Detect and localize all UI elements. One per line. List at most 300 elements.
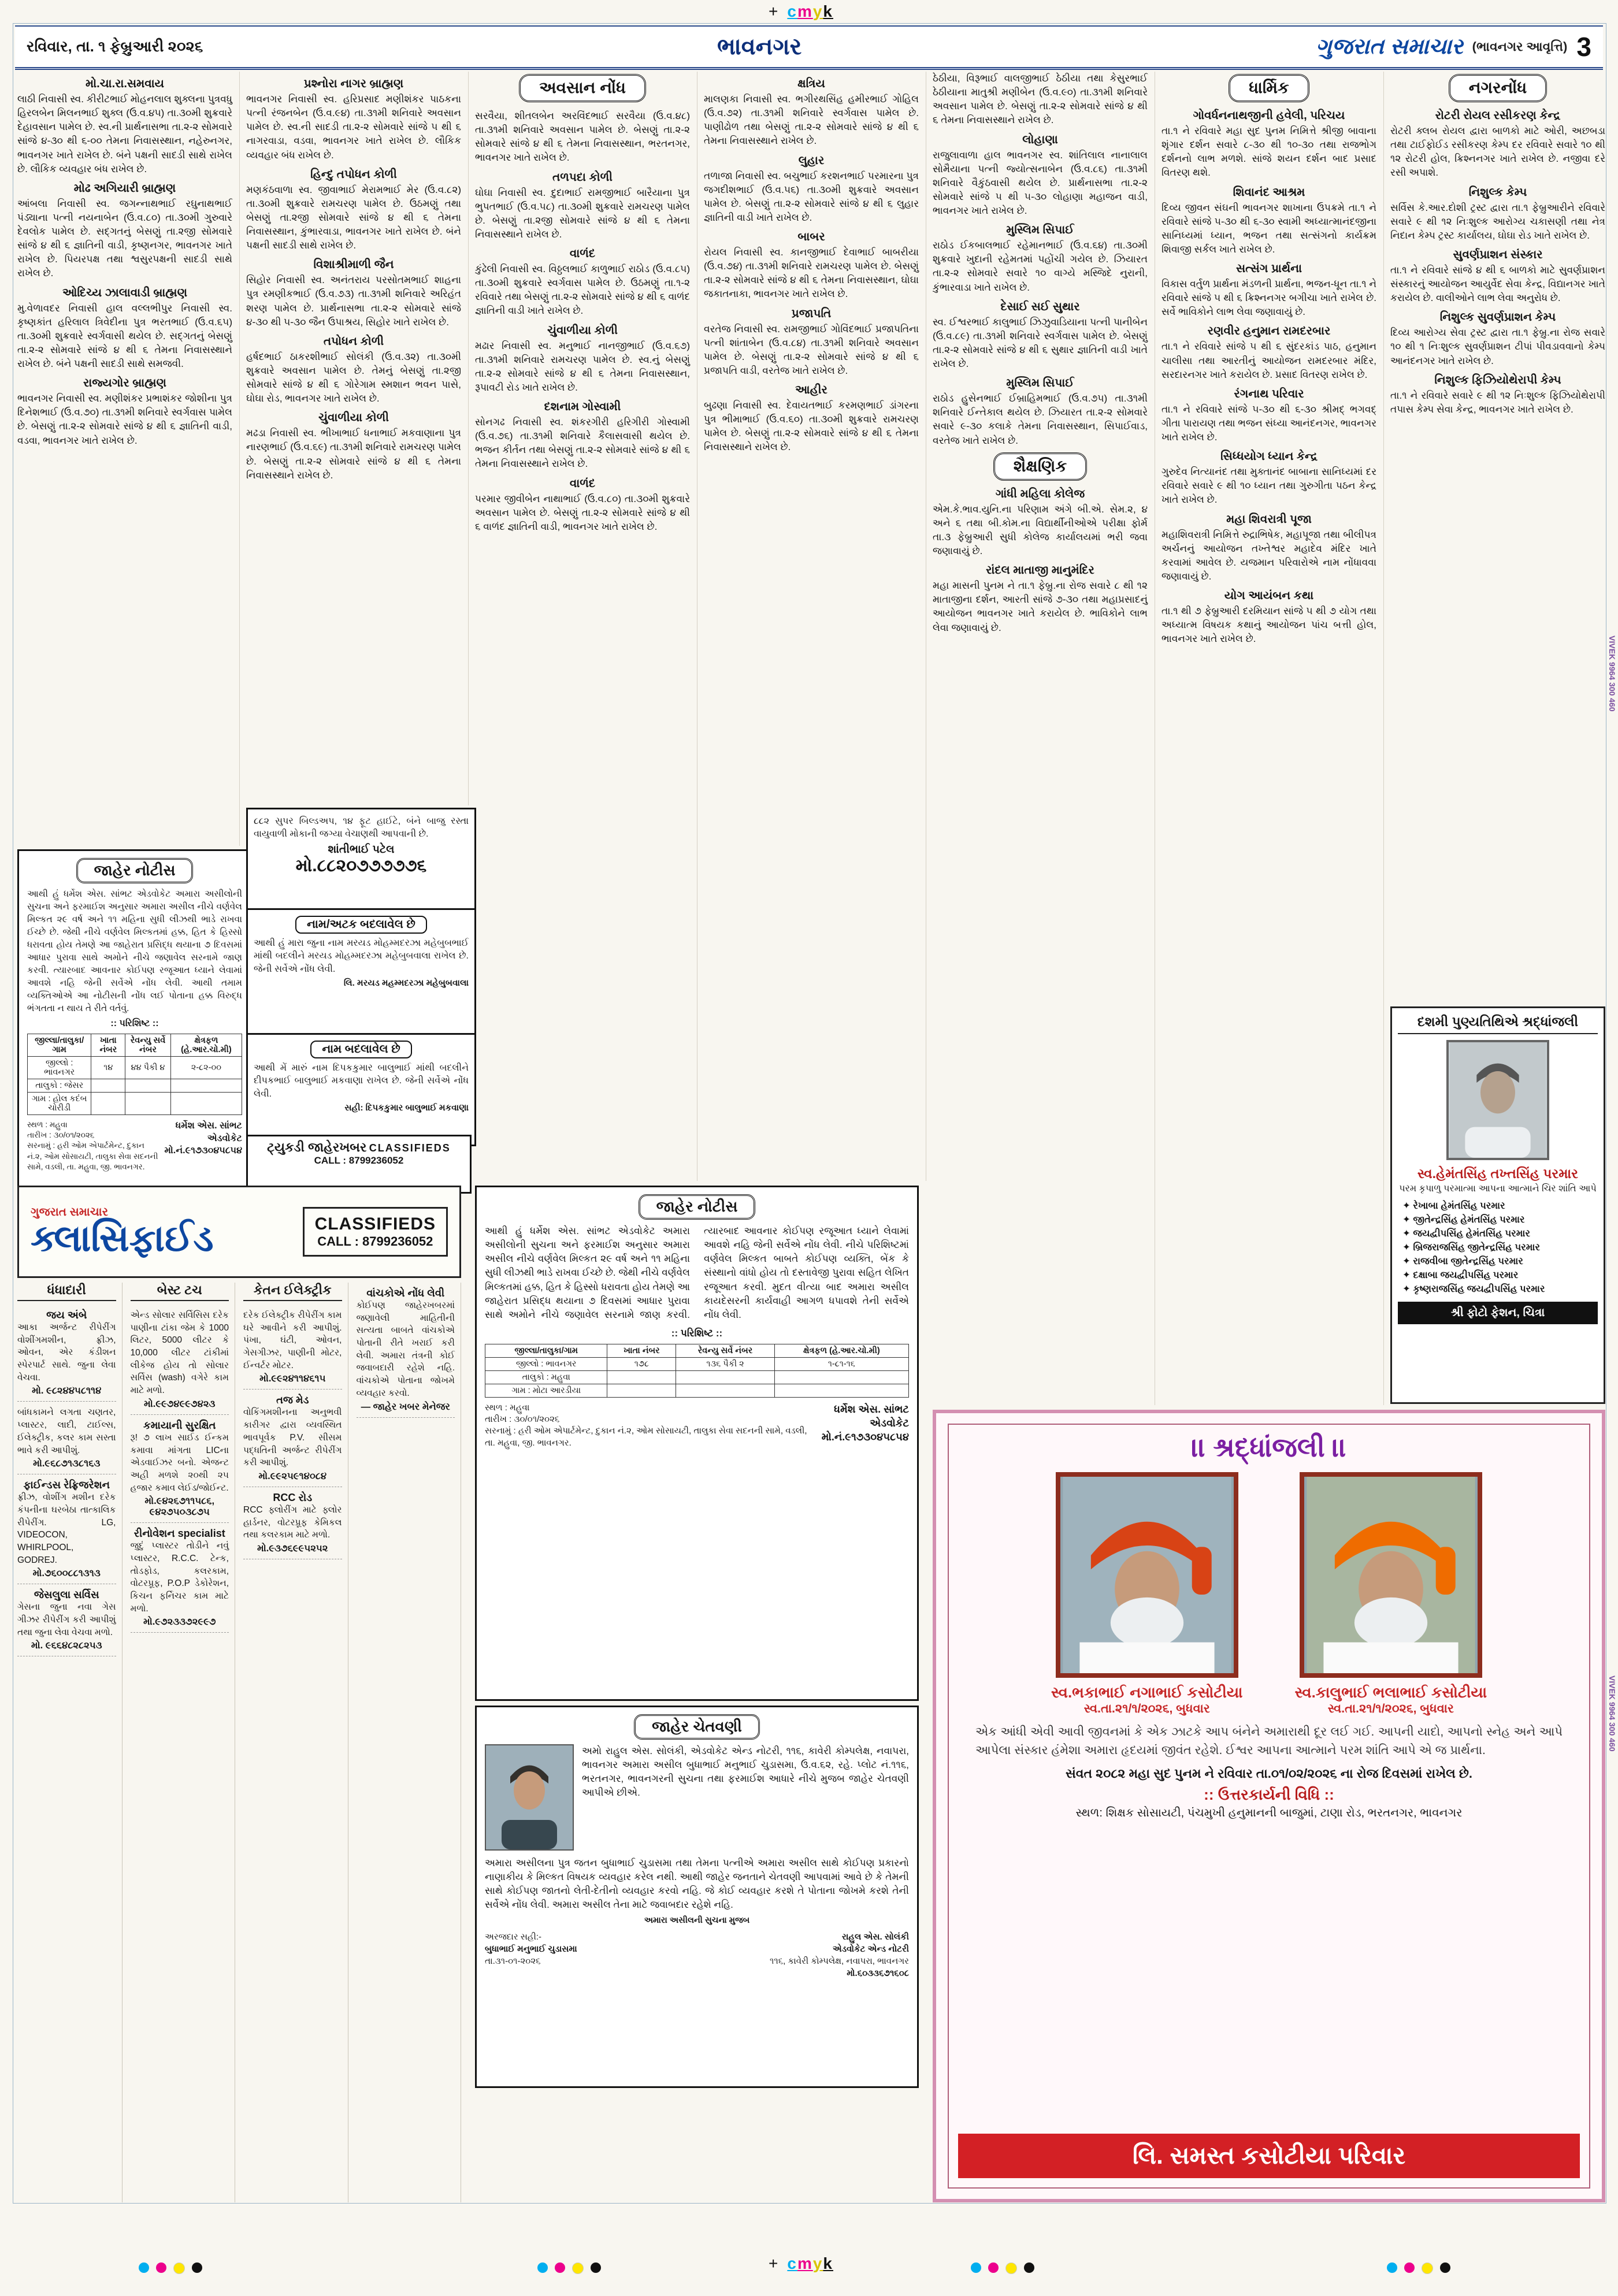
article (933, 377, 1148, 448)
memorial-name-2: સ્વ.કાલુભાઈ ભલાભાઈ કસોટીયા (1294, 1684, 1487, 1701)
classified-ad-phone: — જાહેર ખબર મેનેજર (361, 1401, 450, 1412)
notice-signature (822, 1402, 909, 1449)
news-column-1 (17, 72, 240, 846)
public-warning (475, 1706, 919, 2088)
public-notice-2-body: આથી હું ધર્મેશ એસ. સાંભટ એડવોકેટ અમારા અસીલોની સુચના અને ફરમાઈશ અનુસાર અમારા અસીલ નીચે વર્ણવેલ મિલ્કત ૨૯ વર્ષ અને ૧૧ મહિના સુધી લીઝથી ભાડે રાખવા ઈચ્છે છે. જેથી નીચે વર્ણવેલ મિલ્કતમાં હક્ક, હિત કે હિસ્સો ધરાવતા હોય તેમણે આ જાહેરાત પ્રસિદ્ધ થયાના ૭ દિવસમાં આધાર પુરાવા સાથે અમોને નીચે જણાવેલ સરનામે જાણ કરવી. ત્યારબાદ આવનાર કોઈપણ રજૂઆત ધ્યાને લેવામાં આવશે નહિ જેની સર્વેએ નોંધ લેવી. નીચે પરિશિષ્ટમાં વર્ણવેલ મિલ્કત બાબતે કોઈપણ વ્યક્તિ, બેંક કે સંસ્થાનો વાંધો હોય તો દસ્તાવેજી પુરાવા સહિત લેખિત રજૂઆત કરવી. મુદત વીત્યા બાદ અમારા અસીલ કાયદેસરની કાર્યવાહી આગળ ધપાવશે તેની સર્વેએ નોંધ લેવી. (485, 1225, 909, 1320)
article (475, 400, 690, 471)
article-heading: ચુંવાળીયા કોળી (547, 324, 618, 337)
classified-ad (17, 1305, 116, 1402)
article-body: માલણકા નિવાસી સ્વ. ભગીરથસિંહ હમીરભાઈ ગોહિલ (ઉ.વ.૭૨) તા.૩૧મી શનિવારે સ્વર્ગવાસ પામેલ છે. પાણીઢોળ તથા બેસણું તા.૨-૨ સોમવારે સાંજે ૪ થી ૬ તેમના નિવાસસ્થાને રાખેલ છે. (704, 94, 919, 147)
classified-column (357, 1283, 462, 2202)
classified-column-heading: બેસ્ટ ટચ (131, 1283, 229, 1301)
applicant-signature (485, 1931, 577, 1979)
article (1390, 248, 1605, 305)
portrait-icon (486, 1745, 573, 1849)
article-body: સર્વિસ કે.આર.દોશી ટ્રસ્ટ દ્વારા તા.૧ ફેબ્રુઆરીને રવિવારે સવારે ૯ થી ૧૨ નિઃશુલ્ક આરોગ્ય ચકાસણી તથા નેત્ર નિદાન કેમ્પ ટ્રસ્ટ કાર્યાલય, ઘોઘા રોડ ખાતે રાખેલ છે. (1390, 202, 1605, 241)
article-body: તા.૧ ને રવિવારે સાંજે ૫-૩૦ થી ૬-૩૦ શ્રીમદ્ ભગવદ્ ગીતા પારાયણ તથા ભજન સંધ્યા આનંદનગર, ભાવનગર ખાતે રાખેલ છે. (1161, 403, 1376, 443)
applicant-name: બુધાભાઈ મનુભાઈ ચુડાસમા (485, 1944, 577, 1954)
name-change-1-title: નામ/અટક બદલાવેલ છે (295, 916, 427, 934)
article-body: મહાશિવરાત્રી નિમિત્તે રુદ્રાભિષેક, મહાપૂજા તથા બીલીપત્ર અર્ચનનું આયોજન તખ્તેશ્વર મહાદેવ મંદિર ખાતે કરવામાં આવેલ છે. યજમાન પરિવારોએ નામ નોંધાવવા જણાવાયું છે. (1161, 529, 1376, 582)
classified-ad-phone: મો.૯૩૭૬૯૯૫૨૫૨ (257, 1543, 328, 1554)
advocate-address: ૧૧૬, કાવેરી કોમ્પલેક્ષ, નવાપરા, ભાવનગર (770, 1956, 909, 1966)
advocate-phone: મો.૬૦૩૩૬૭૧૬૦૮ (847, 1968, 909, 1978)
notice-table-cell: ગામ : હોલ કદંબ ચોરીડી (28, 1093, 91, 1115)
yellow-dot-icon (572, 2262, 584, 2274)
article (246, 168, 461, 253)
article (1390, 311, 1605, 367)
memorial-photo-1 (1056, 1472, 1238, 1678)
classified-ad-body: RCC ફ્લોરીંગ માટે ફ્લોર હાર્ડનર, વોટરપ્રૂફ કેમિકલ તથા કલરકામ માટે મળો. (243, 1504, 342, 1540)
classified-ad-title: રીનોવેશન specialist (133, 1528, 225, 1540)
memorial-person-1 (1051, 1472, 1243, 1716)
article (1161, 513, 1376, 584)
classified-ad-phone: મો.૯૬૮૭૧૩૮૧૬૩ (33, 1458, 101, 1469)
classifieds-grid (17, 1283, 461, 2202)
classified-ad-body: એન્ડ સોલાર સર્વિસિસ દરેક પાણીના ટાંકા જેમ કે 1000 લિટર, 5000 લીટર કે 10,000 લીટર ટાંકીમાં લીકેજ હોય તો સોલાર સર્વિસ (wash) વગેરે કામ માટે મળો. (130, 1310, 229, 1396)
notice-table-header-row (28, 1034, 242, 1057)
warning-date: તા.૩૧-૦૧-૨૦૨૬ (485, 1956, 541, 1966)
article (17, 182, 232, 281)
classified-ad-title: RCC રોડ (273, 1491, 313, 1503)
article-heading: વાળંદ (569, 477, 596, 490)
classifieds-wordmark: ક્લાસિફાઈડ (31, 1217, 214, 1259)
page-number: 3 (1576, 32, 1591, 62)
public-notice-1-table (27, 1034, 242, 1115)
article-body: મહા માસની પુનમ ને તા.૧ ફેબ્રુ.ના રોજ સવારે ૮ થી ૧૨ માતાજીના દર્શન, આરતી સાંજે ૭-૩૦ તથા મહાપ્રસાદનું આયોજન ભાવનગર ખાતે કરાયેલ છે. ભાવિકોને લાભ લેવા જણાવાયું છે. (933, 580, 1148, 633)
article-body: તા.૧ ને રવિવારે સાંજે ૫ થી ૬ સુંદરકાંડ પાઠ, હનુમાન ચાલીસા તથા આરતીનું આયોજન રામદરબાર મંદિર, સરદારનગર ખાતે કરાયેલ છે. પ્રસાદ વિતરણ રાખેલ છે. (1161, 341, 1376, 380)
article-body: દિવ્ય આરોગ્ય સેવા ટ્રસ્ટ દ્વારા તા.૧ ફેબ્રુ.ના રોજ સવારે ૧૦ થી ૧ નિઃશુલ્ક સુવર્ણપ્રાશન ટીપાં પીવડાવવાનો કેમ્પ આનંદનગર ખાતે રાખેલ છે. (1390, 327, 1605, 366)
memorial-ritual-heading: :: ઉત્તરકાર્યની વિધિ :: (1204, 1786, 1334, 1803)
article-body: સિહોર નિવાસી સ્વ. અનંતરાય પરસોતમભાઈ શાહના પુત્ર રમણીકભાઈ (ઉ.વ.૭૩) તા.૩૧મી શનિવારે અરિહંત શરણ પામેલ છે. પ્રાર્થનાસભા તા.૨-૨ સોમવારે સાંજે ૪-૩૦ થી ૫-૩૦ જૈન ઉપાશ્રય, સિહોર ખાતે રાખેલ છે. (246, 274, 461, 328)
article (17, 377, 232, 448)
property-ad (246, 808, 476, 920)
article-heading: પ્રશ્નોરા નાગર બ્રાહ્મણ (303, 77, 404, 90)
parishisht-heading: :: પરિશિષ્ટ :: (110, 1019, 159, 1028)
classifieds-brand: ગુજરાત સમાચાર (31, 1205, 109, 1218)
article-body: સરવૈયા, શીતલબેન અરવિંદભાઈ સરવૈયા (ઉ.વ.૪૮) તા.૩૧મી શનિવારે અવસાન પામેલ છે. બેસણું તા.૨-૨ સોમવારે સાંજે ૪ થી ૬ તેમના નિવાસસ્થાન, ભરતનગર, ભાવનગર ખાતે રાખેલ છે. (475, 110, 690, 164)
memorial-name-1: સ્વ.ભકાભાઈ નગાભાઈ કસોટીયા (1051, 1684, 1243, 1701)
classified-ad (131, 1415, 229, 1523)
memorial-inner-frame (948, 1424, 1590, 2189)
name-change-2-body: આથી મેં મારું નામ દિપકકુમાર બાલુભાઈ માંથી બદલીને દીપકભાઈ બાલુભાઈ મકવાણા રાખેલ છે. જેની સર્વેએ નોંધ લેવી. (254, 1063, 469, 1099)
public-notice-1-title: જાહેર નોટીસ (76, 858, 194, 883)
classifieds-brand-group (31, 1206, 214, 1258)
article-body: એમ.કે.ભાવ.યુનિ.ના પરિણામ અંગે બી.એ. સેમ.૨, ૪ અને ૬ તથા બી.કોમ.ના વિદ્યાર્થીનીઓએ પરીક્ષા ફોર્મ તા.૩ ફેબ્રુઆરી સુધી કોલેજ કાર્યાલયમાં ભરી જવા જણાવાયું છે. (933, 503, 1148, 556)
classifieds-masthead (17, 1186, 461, 1278)
classified-ad-body: જુદું પ્લાસ્ટર તોડીને નવું પ્લાસ્ટર, R.C.C. ટેન્ક, તોડફોડ, કલરકામ, વોટરપ્રૂફ, P.O.P ડેકોરેશન, કિચન ફર્નિચર કામ માટે મળો. (130, 1541, 229, 1614)
public-warning-title: જાહેર ચેતવણી (634, 1714, 760, 1740)
notice-table-header: જીલ્લા/તાલુકા/ગામ (485, 1344, 607, 1357)
public-warning-top (485, 1744, 909, 1851)
article-heading: લુહાર (798, 154, 825, 167)
registration-dots (1387, 2262, 1450, 2274)
section-header-label: શૈક્ષણિક (993, 452, 1087, 481)
classified-ad-phone: મો.૯૯૨૫૯૧૪૦૮૪ (258, 1470, 327, 1481)
article-heading: તપોધન કોળી (323, 335, 384, 348)
notice-table-cell: ગામ : મોટા આરડીયા (485, 1384, 607, 1397)
notice-table-cell: ૧-૮૧-૧૬ (774, 1357, 908, 1370)
public-notice-1 (17, 849, 252, 1199)
notice-table-cell (91, 1093, 125, 1115)
tribute-photo (1446, 1040, 1549, 1160)
name-change-notice-1 (246, 908, 476, 1045)
article (17, 287, 232, 371)
family-member: ✦ રાજવીબા જીતેન્દ્રસિંહ પરમાર (1402, 1256, 1523, 1266)
classified-ad (357, 1283, 455, 1418)
public-warning-body: અમારા અસીલના પુત્ર જતન બુધાભાઈ ચુડાસમા તથા તેમના પત્નીએ અમારા અસીલ સાથે કોઈપણ પ્રકારનો નાણાકીય કે મિલ્કત વિષયક વ્યવહાર કરેલ નથી. આથી જાહેર જનતાને ચેતવણી આપવામાં આવે છે કે તેમની સાથે કોઈપણ જાતનો લેતી-દેતીનો વ્યવહાર કરવો નહિ. જે કોઈ વ્યવહાર કરશે તે પોતાના જોખમે કરશે તેની સર્વેએ નોંધ લેવી. અમારા અસીલ તેના માટે જવાબદાર રહેશે નહિ. (485, 1857, 909, 1911)
article (1161, 262, 1376, 319)
article-body: કુંઢેલી નિવાસી સ્વ. વિઠ્ઠલભાઈ કાળુભાઈ રાઠોડ (ઉ.વ.૮૫) તા.૩૦મી શુક્રવારે સ્વર્ગવાસ પામેલ છે. ઉઠમણું તા.૧-૨ રવિવારે તથા બેસણું તા.૨-૨ સોમવારે સાંજે ૪ થી ૬ વાળંદ જ્ઞાતિની વાડી ખાતે રાખેલ છે. (475, 263, 690, 317)
classified-column (243, 1283, 348, 2202)
article-heading: લોહાણા (1022, 133, 1058, 146)
classified-column (131, 1283, 236, 2202)
notice-table-header: ક્ષેત્રફળ (હે.આર.ચો.મી) (170, 1034, 242, 1057)
article-heading: ચુંવાળીયા કોળી (318, 411, 389, 425)
cyan-dot-icon (1387, 2262, 1397, 2273)
memorial-date-1: સ્વ.તા.૨૧/૧/૨૦૨૬, બુધવાર (1083, 1702, 1210, 1715)
article (475, 324, 690, 395)
edition-date: રવિવાર, તા. ૧ ફેબ્રુઆરી ૨૦૨૬ (27, 38, 203, 55)
article-heading: નિશુલ્ક સુવર્ણપ્રાશન કેમ્પ (1439, 311, 1556, 324)
section-header-label: નગરનોંધ (1449, 74, 1547, 102)
notice-table-cell: તાલુકો : જેસર (28, 1079, 91, 1093)
classified-ad-body: આકા અર્જન્ટ રીપેરીંગ વોશીંગમશીન, ફ્રીઝ, ઓવન, એર કંડીશન સ્પેરપાર્ટ સાથે. જુના લેવા વેચવા. (17, 1322, 116, 1383)
notice-table-cell: જીલ્લો : ભાવનગર (28, 1057, 91, 1079)
notice-table-cell: જીલ્લો : ભાવનગર (485, 1357, 607, 1370)
classified-ad (243, 1487, 342, 1559)
article (1161, 450, 1376, 507)
tyukdi-title: ટ્યુકડી જાહેરખબર (267, 1140, 367, 1154)
classified-ad (131, 1523, 229, 1633)
memorial-place: સ્થળ: શિક્ષક સોસાયટી, પંચમુખી હનુમાનની બાજુમાં, ટાણા રોડ, ભરતનગર, ભાવનગર (1075, 1807, 1463, 1819)
public-notice-2-footer (485, 1402, 909, 1449)
article-heading: રંગનાથ પરિવાર (1234, 387, 1304, 400)
notice-meta (485, 1402, 816, 1449)
article-heading: રાંદલ માતાજી માનુમંદિર (986, 564, 1094, 577)
notice-table-cell: ૨-૮૨-૦૦ (170, 1057, 242, 1079)
notice-table-row (485, 1384, 909, 1397)
article-body: પરમાર જીવીબેન નાથાભાઈ (ઉ.વ.૮૦) તા.૩૦મી શુક્રવારે અવસાન પામેલ છે. બેસણું તા.૨-૨ સોમવારે સાંજે ૪ થી ૬ વાળંદ જ્ઞાતિની વાડી, ભાવનગર ખાતે રાખેલ છે. (475, 493, 690, 532)
public-warning-note: અમારા અસીલની સુચના મુજબ (644, 1915, 750, 1925)
article (1390, 109, 1605, 180)
notice-table (27, 1034, 242, 1115)
notice-table-cell (607, 1384, 676, 1397)
classifieds-call-box (303, 1207, 448, 1257)
news-column-7 (1390, 72, 1612, 1002)
article (1161, 589, 1376, 646)
memorial-photos (958, 1472, 1580, 1716)
registration-dots (139, 2262, 202, 2274)
notice-table-row (28, 1079, 242, 1093)
notice-place: સ્થળ : મહુવા (485, 1402, 530, 1413)
article-body: મઢાર નિવાસી સ્વ. મનુભાઈ નાનજીભાઈ (ઉ.વ.૬૭) તા.૩૧મી શનિવારે રામચરણ પામેલ છે. સ્વ.નું બેસણું તા.૨-૨ સોમવારે સાંજે ૪ થી ૬ તેમના નિવાસસ્થાન, રૂપાવટી રોડ ખાતે રાખેલ છે. (475, 340, 690, 393)
section-header (475, 74, 690, 102)
article (704, 307, 919, 378)
classified-ad-phone: મો.૭૬૦૦૮૮૧૩૧૩ (32, 1568, 101, 1579)
classified-ad (243, 1390, 342, 1487)
notice-address: સરનામું : હરી ઓમ એપાર્ટમેન્ટ, દુકાન નં.૨, ઓમ સોસાયટી, તાલુકા સેવા સદનની સામે, વડલી, તા. મહુવા, જી. ભાવનગર. (27, 1141, 158, 1171)
article (704, 384, 919, 455)
article (246, 258, 461, 329)
notice-table (485, 1344, 909, 1398)
memorial-family-band: લિ. સમસ્ત કસોટીયા પરિવાર (958, 2134, 1580, 2178)
article-heading: તળપદા કોળી (552, 170, 613, 184)
classified-ad (131, 1305, 229, 1415)
article (246, 335, 461, 406)
article (475, 109, 690, 165)
memorial-ritual-line: સંવત ૨૦૮૨ મહા સુદ પુનમ ને રવિવાર તા.૦૧/૦૨/૨૦૨૬ ના રોજ દિવસમાં રાખેલ છે. (1065, 1766, 1473, 1781)
family-member: ✦ જયદ્વીપસિંહ હેમંતસિંહ પરમાર (1402, 1228, 1530, 1239)
classified-ad-title: વાંચકોએ નોંધ લેવી (366, 1287, 445, 1299)
article-body: મણકંઠવાળા સ્વ. જીવાભાઈ મેરામભાઈ મેર (ઉ.વ.૮૨) તા.૩૦મી શુક્રવારે રામચરણ પામેલ છે. ઉઠમણું તથા બેસણું તા.૨જી સોમવારે સાંજે ૪ થી ૬ તેમના નિવાસસ્થાન, કુંભારવાડા, ભાવનગર ખાતે રાખેલ છે. બંને પક્ષની સાદડી સાથે રાખેલ છે. (246, 184, 461, 251)
advocate-name: ધર્મેશ એસ. સાંભટ (834, 1403, 909, 1415)
article-heading: બાબર (797, 231, 825, 243)
notice-table-cell: ૧૪ (91, 1057, 125, 1079)
memorial-date-2: સ્વ.તા.૨૧/૧/૨૦૨૬, બુધવાર (1327, 1702, 1454, 1715)
article (1161, 325, 1376, 381)
article-heading: રોટરી રોયલ રસીકરણ કેન્દ્ર (1435, 109, 1561, 122)
notice-signature (165, 1120, 243, 1172)
article-heading: નિશુલ્ક ફિઝિયોથેરાપી કેમ્પ (1434, 373, 1561, 387)
memorial-person-2 (1295, 1472, 1487, 1716)
article (933, 72, 1148, 128)
memorial-ad (933, 1410, 1605, 2202)
advocate-title: એડવોકેટ એન્ડ નોટરી (832, 1944, 909, 1954)
article (933, 224, 1148, 295)
property-ad-body: ૮૮૨ સુપર બિલ્ડઅપ, ૧૪ ફૂટ હાઈટે, બંને બાજુ રસ્તા વાયુવાળી મોકાની જગ્યા વેચાણથી આપવાની છે. (254, 816, 469, 839)
article-body: સ્વ. ઈશ્વરભાઈ કાલુભાઈ ઝિઝુવાડિયાના પત્ની પાનીબેન (ઉ.વ.૮૯) તા.૩૧મી શનિવારે સ્વર્ગવાસ પામેલ છે. બેસણું તા.૨-૨ સોમવારે સાંજે ૪ થી ૬ સુથાર જ્ઞાતિની વાડી ખાતે રાખેલ છે. (933, 316, 1148, 369)
notice-table-cell (607, 1370, 676, 1384)
notice-date: તારીખ : ૩૦/૦૧/૨૦૨૬ (27, 1131, 95, 1140)
article-heading: ગાંધી મહિલા કોલેજ (995, 487, 1085, 500)
classified-column-heading: ધંધાદારી (17, 1283, 116, 1301)
article-heading: મુસ્લિમ સિપાઈ (1006, 224, 1074, 237)
deceased-name: સ્વ.હેમંતસિંહ તખ્તસિંહ પરમાર (1417, 1166, 1579, 1181)
article-heading: રાજ્યગોર બ્રાહ્મણ (83, 377, 166, 390)
notice-date: તારીખ : ૩૦/૦૧/૨૦૨૬ (485, 1414, 560, 1425)
article-heading: વિશાશ્રીમાળી જૈન (313, 258, 394, 272)
parishisht-heading: :: પરિશિષ્ટ :: (671, 1327, 723, 1339)
classified-ad (17, 1474, 116, 1584)
notice-table-row (485, 1370, 909, 1384)
notice-table-cell (125, 1093, 171, 1115)
article-body: સોનગઢ નિવાસી સ્વ. શંકરગીરી હરિગીરી ગોસ્વામી (ઉ.વ.૭૬) તા.૩૧મી શનિવારે કૈલાસવાસી થયેલ છે. ભજન કીર્તન તથા બેસણું તા.૨-૨ સોમવારે સાંજે ૪ થી ૬ તેમના નિવાસસ્થાને રાખેલ છે. (475, 417, 690, 470)
notice-table-row (28, 1093, 242, 1115)
article-body: ભાવનગર નિવાસી સ્વ. હરિપ્રસાદ મણીશંકર પાઠકના પત્ની રંજનબેન (ઉ.વ.૯૪) તા.૩૧મી શનિવારે અવસાન પામેલ છે. સ્વ.ની સાદડી તા.૨-૨ સોમવારે સાંજે ૫ થી ૬ નાગરવાડા, વડવા, ભાવનગર ખાતે રાખેલ છે. લૌકિક વ્યવહાર બંધ રાખેલ છે. (246, 94, 461, 161)
family-member: ✦ બ્રિજરાજસિંહ જીતેન્દ્રસિંહ પરમાર (1402, 1242, 1540, 1253)
classified-column (17, 1283, 123, 2202)
article-heading: ગોવર્ધનનાથજીની હવેલી, પરિચય (1193, 109, 1345, 122)
registration-dots (537, 2262, 601, 2274)
notice-table-cell (774, 1384, 908, 1397)
cmyk-mark-bottom: + cmyk (769, 2254, 833, 2272)
black-dot-icon (591, 2262, 601, 2273)
article-heading: ક્ષત્રિય (797, 77, 825, 90)
registration-dots (971, 2262, 1034, 2274)
article-heading: વાળંદ (569, 247, 596, 260)
classified-ad-body: બાંધકામને લગતા ચણતર, પ્લાસ્ટર, લાદી, ટાઈલ્સ, ઈલેક્ટ્રીક, કલર કામ સસ્તા ભાવે કરી આપીશું. (17, 1407, 116, 1455)
yellow-dot-icon (173, 2262, 185, 2274)
article (246, 77, 461, 162)
notice-table-cell (125, 1079, 171, 1093)
memorial-message: એક આંધી એવી આવી જીવનમાં કે એક ઝાટકે આપ બંનેને અમારાથી દૂર લઈ ગઈ. આપની યાદો, આપનો સ્નેહ અને આપે આપેલા સંસ્કાર હંમેશા અમારા હૃદયમાં જીવંત રહેશે. ઈશ્વર આપના આત્માને પરમ શાંતિ આપે એ જ પ્રાર્થના. (975, 1725, 1563, 1757)
notice-table-header: રેવન્યુ સર્વે નંબર (676, 1344, 774, 1357)
article-heading: સત્સંગ પ્રાર્થના (1236, 262, 1302, 275)
classified-ad-phone: મો. ૯૮૨૪૪૫૮૧૧૪ (32, 1385, 102, 1396)
advocate-signature (770, 1931, 909, 1979)
section-header (1161, 74, 1376, 102)
news-column-5 (933, 72, 1155, 1405)
notice-table-header: રેવન્યુ સર્વે નંબર (125, 1034, 171, 1057)
article-body: વરતેજ નિવાસી સ્વ. રામજીભાઈ ગોવિંદભાઈ પ્રજાપતિના પત્ની શાંતાબેન (ઉ.વ.૮૪) તા.૩૧મી શનિવારે અવસાન પામેલ છે. બેસણું તા.૨-૨ સોમવારે સાંજે ૪ થી ૬ પ્રજાપતિ વાડી, વરતેજ ખાતે રાખેલ છે. (704, 323, 919, 376)
classified-ad-body: દરેક ઈલેક્ટ્રીક રીપેરીંગ કામ ઘરે આવીને કરી આપીશું. પંખા, ઘંટી, ઓવન, ગેસગીઝર, પાણીની મોટર, ઈન્વર્ટર મોટર. (243, 1310, 342, 1370)
notice-table-cell (170, 1079, 242, 1093)
advocate-phone: મો.નં.૯૧૭૩૦૪૫૮૫૪ (821, 1431, 909, 1443)
magenta-dot-icon (156, 2262, 166, 2273)
classified-column-heading: કેતન ઈલેક્ટ્રીક (243, 1283, 342, 1301)
classified-ad-title: જેસલુલા સર્વિસ (34, 1589, 99, 1601)
article-heading: મોઢ અગિયારી બ્રાહ્મણ (73, 181, 176, 195)
notice-table-header: ખાતા નંબર (91, 1034, 125, 1057)
black-dot-icon (1024, 2262, 1034, 2273)
article (1161, 186, 1376, 257)
cmyk-mark-top: + cmyk (769, 2, 833, 20)
article-body: મુ.વેળાવદર નિવાસી હાલ વલ્લભીપુર નિવાસી સ્વ. કૃષ્ણકાંત હરિલાલ ત્રિવેદીના પુત્ર ભરતભાઈ (ઉ.વ.૬૫) તા.૩૦મી શુક્રવારે સ્વર્ગવાસી થયેલ છે. સદ્ગતનું બેસણું તા.૨-૨ સોમવારે સાંજે ૪ થી ૬ તેમના નિવાસસ્થાને રાખેલ છે. બંને પક્ષની સાદડી સાથે સમજવી. (17, 302, 232, 369)
article (933, 300, 1148, 371)
notice-table-row (28, 1057, 242, 1079)
classified-ad-body: વોકિંગમશીનના અનુભવી કારીગર દ્વારા વ્યવસ્થિત ભાવપૂર્વક P.V. સીસમ પદ્ધતિની અર્જન્ટ રીપેરીંગ કરી આપીશું. (243, 1407, 342, 1468)
tyukdi-classifieds-label: CLASSIFIEDS (369, 1142, 451, 1154)
article-body: રોયલ નિવાસી સ્વ. કાનજીભાઈ દેવાભાઈ બાબરીયા (ઉ.વ.૭૪) તા.૩૧મી શનિવારે રામચરણ પામેલ છે. બેસણું તા.૨-૨ સોમવારે સાંજે ૪ થી ૬ તેમના નિવાસસ્થાન, ઘોઘા જકાતનાકા, ભાવનગર ખાતે રાખેલ છે. (704, 247, 919, 300)
masthead-brand-group (1316, 31, 1591, 62)
edition-label: (ભાવનગર આવૃત્તિ) (1472, 39, 1568, 54)
news-column-4 (704, 72, 926, 1181)
tribute-family-list (1398, 1199, 1598, 1296)
tyukdi-classifieds-box (246, 1135, 472, 1194)
notice-table-row (485, 1357, 909, 1370)
article-body: રાજુલાવાળા હાલ ભાવનગર સ્વ. શાંતિલાલ નાનાલાલ સોમૈયાના પત્ની જ્યોત્સનાબેન (ઉ.વ.૮૬) તા.૩૧મી શનિવારે વૈકુંઠવાસી થયેલ છે. પ્રાર્થનાસભા તા.૨-૨ સોમવારે સાંજે ૫ થી ૫-૩૦ લોહાણા મહાજન વાડી, ભાવનગર ખાતે રાખેલ છે. (933, 149, 1148, 216)
article-heading: હિન્દુ તપોધન કોળી (310, 168, 397, 181)
classified-ad (17, 1584, 116, 1656)
classified-ad-phone: મો.૯૭૨૩૩૭૨૯૯૭ (143, 1617, 216, 1628)
notice-table-cell (676, 1370, 774, 1384)
memorial-title: ।। શ્રદ્ધાંજલી ।। (1191, 1432, 1347, 1462)
public-warning-signatures (485, 1931, 909, 1979)
article-body: તળાજા નિવાસી સ્વ. બચુભાઈ કરશનભાઈ પરમારના પુત્ર જગદીશભાઈ (ઉ.વ.૫૬) તા.૩૦મી શુક્રવારે અવસાન પામેલ છે. બેસણું તા.૨-૨ સોમવારે સાંજે ૪ થી ૬ લુહાર જ્ઞાતિની વાડી ખાતે રાખેલ છે. (704, 170, 919, 223)
notice-table-cell: ૧૩૬ પૈકી ૨ (676, 1357, 774, 1370)
notice-table-cell: ૧૭૮ (607, 1357, 676, 1370)
news-column-2 (246, 72, 469, 805)
turbaned-elder-portrait-icon (1304, 1477, 1478, 1673)
portrait-icon (1449, 1042, 1547, 1158)
article (704, 231, 919, 302)
article-body: રોટરી ક્લબ રોયલ દ્વારા બાળકો માટે ઓરી, અછબડા તથા ટાઈફોઈડ રસીકરણ કેમ્પ દર રવિવારે સવારે ૧૦ થી ૧૨ રોટરી હોલ, ક્રિશ્નનગર ખાતે રાખેલ છે. નજીવા દરે રસી અપાશે. (1390, 125, 1605, 179)
magenta-dot-icon (988, 2262, 999, 2273)
article-body: આંબલા નિવાસી સ્વ. જગન્નાથભાઈ રઘુનાથભાઈ પંડ્યાના પત્ની નયનાબેન (ઉ.વ.૮૦) તા.૩૦મી ગુરુવારે દેવલોક પામેલ છે. સદ્ગતનું બેસણું તા.૨જી સોમવારે સાંજે ૪ થી ૬ જ્ઞાતિની વાડી, કૃષ્ણનગર, ભાવનગર ખાતે રાખેલ છે. પિયરપક્ષ તથા શ્વસુરપક્ષની સાદડી સાથે રાખેલ છે. (17, 198, 232, 279)
yellow-dot-icon (1422, 2262, 1433, 2274)
article-body: તા.૧ થી ૭ ફેબ્રુઆરી દરમિયાન સાંજે ૫ થી ૭ યોગ તથા અધ્યાત્મ વિષયક કથાનું આયોજન પાંચ બત્તી હોલ, ભાવનગર ખાતે રાખેલ છે. (1161, 605, 1376, 645)
classified-ad-title: ફાઈન્ડસ રેફ્રિજરેશન (23, 1479, 110, 1491)
public-notice-1-footer (27, 1120, 242, 1172)
public-notice-2 (475, 1186, 919, 1701)
article (1161, 109, 1376, 180)
advocate-title: એડવોકેટ (870, 1417, 909, 1429)
tribute-studio-credit: શ્રી ફોટો ફેશન, ચિત્રા (1398, 1302, 1598, 1324)
notice-table-cell (170, 1093, 242, 1115)
article-body: ભાવનગર નિવાસી સ્વ. મણીશંકર પ્રભાશંકર જોશીના પુત્ર દિનેશભાઈ (ઉ.વ.૭૦) તા.૩૧મી શનિવારે સ્વર્ગવાસ પામેલ છે. બેસણું તા.૨-૨ સોમવારે સાંજે ૪ થી ૬ જ્ઞાતિની વાડી, વડવા, ભાવનગર ખાતે રાખેલ છે. (17, 393, 232, 446)
article-heading: પ્રજાપતિ (791, 307, 832, 320)
property-ad-phone: મો.૮૮૨૦૭૭૭૭૭૬ (295, 856, 427, 875)
advocate-title: એડવોકેટ (207, 1133, 242, 1143)
family-member: ✦ જીતેન્દ્રસિંહ હેમંતસિંહ પરમાર (1402, 1214, 1525, 1225)
classified-ad-body: ગેસના જુના નવા ગેસ ગીઝર રીપેરીંગ કરી આપીશું તથા જુના લેવા વેચવા મળો. (17, 1602, 116, 1637)
article-body: રાઠોડ ઈકબાલભાઈ રહેમાનભાઈ (ઉ.વ.૬૪) તા.૩૦મી શુક્રવારે ખુદાની રહેમતમાં પહોંચી ગયેલ છે. ઝિયારત તા.૨-૨ સોમવારે સવારે ૧૦ વાગ્યે મસ્જિદે નુરાની, કુંભારવાડા ખાતે રાખેલ છે. (933, 240, 1148, 293)
notice-table-header: ક્ષેત્રફળ (હે.આર.ચો.મી) (774, 1344, 908, 1357)
cyan-dot-icon (537, 2262, 548, 2273)
tribute-ad (1390, 1006, 1605, 1404)
classified-ad-body: રૂ! ૭ લાખ સાઈડ ઈન્કમ કમાવા માંગતા LICના એડવાઈઝર બનો. એજન્ટ અહી મળશે ૨૦થી ૨૫ હજાર કમાવ લેઈડ/જોઈન્ટ. (130, 1432, 229, 1493)
notice-table-header: જીલ્લા/તાલુકા/ગામ (28, 1034, 91, 1057)
name-change-2-title: નામ બદલાવેલ છે (310, 1041, 411, 1058)
advocate-name: રાહુલ એસ. સોલંકી (841, 1931, 909, 1942)
classified-ad-body: કોઈપણ જાહેરખબરમાં જણાવેલી માહિતીની સત્યતા બાબતે વાંચકોએ પોતાની રીતે ખરાઈ કરી લેવી. અમારા તંત્રની કોઈ જવાબદારી રહેશે નહિ. વાંચકોએ પોતાના જોખમે વ્યવહાર કરવો. (356, 1301, 455, 1398)
notice-table-header: ખાતા નંબર (607, 1344, 676, 1357)
family-member: ✦ કૃષ્ણરાજસિંહ જયદ્વીપસિંહ પરમાર (1402, 1284, 1545, 1294)
classified-ad-phone: મો. ૯૬૬૪૮૨૮૨૫૩ (31, 1640, 102, 1651)
page-header (15, 25, 1603, 70)
name-change-1-sign: લિ. મરયડ મહમ્મદરઝા મહેબુબવાલા (343, 978, 469, 989)
article-heading: યોગ આયંબન કથા (1224, 589, 1314, 602)
classified-ad-title: તજ મેડ (276, 1394, 309, 1406)
article-heading: મુસ્લિમ સિપાઈ (1006, 377, 1074, 390)
magenta-dot-icon (555, 2262, 565, 2273)
article (17, 77, 232, 176)
black-dot-icon (1440, 2262, 1450, 2273)
public-warning-intro: અમો રાહુલ એસ. સોલંકી, એડવોકેટ એન્ડ નોટરી, ૧૧૬, કાવેરી કોમ્પલેક્ષ, નવાપરા, ભાવનગર અમારા અસીલ બુધાભાઈ મનુભાઈ ચુડાસમા, ઉ.વ.૬૨, રહે. પ્લોટ નં.૧૧૬, ભરતનગર, ભાવનગરની સુચના તથા ફરમાઈશ આધારે નીચે મુજબ જાહેર ચેતવણી આપીએ છીએ. (582, 1745, 909, 1799)
notice-table-cell: તાલુકો : મહુવા (485, 1370, 607, 1384)
notice-table-header-row (485, 1344, 909, 1357)
article-heading: નિશુલ્ક કેમ્પ (1468, 185, 1527, 199)
article-body: વિકાસ વર્તુળ પ્રાર્થના મંડળની પ્રાર્થના, ભજન-ધૂન તા.૧ ને રવિવારે સાંજે ૫ થી ૬ ક્રિશ્નનગર બગીચા ખાતે રાખેલ છે. સર્વે ભાવિકોને લાભ લેવા જણાવાયું છે. (1161, 278, 1376, 318)
notice-table-cell (774, 1370, 908, 1384)
classified-ad-title: જય અંબે (46, 1309, 87, 1321)
article-body: દિવ્ય જીવન સંઘની ભાવનગર શાખાના ઉપક્રમે તા.૧ ને રવિવારે સાંજે ૫-૩૦ થી ૬-૩૦ સ્વામી અધ્યાત્માનંદજીના સાનિધ્યમાં ધ્યાન, ભજન તથા સત્સંગનો કાર્યક્રમ શિવાજી સર્કલ ખાતે રાખેલ છે. (1161, 202, 1376, 255)
section-header (1390, 74, 1605, 102)
article-body: ગુરુદેવ નિત્યાનંદ તથા મુક્તાનંદ બાબાના સાનિધ્યમાં દર રવિવારે સવારે ૯ થી ૧૦ ધ્યાન તથા ગુરુગીતા પઠન કેન્દ્ર ખાતે રાખેલ છે. (1161, 466, 1376, 506)
public-notice-2-table (485, 1344, 909, 1398)
article (475, 247, 690, 318)
newspaper-brand: ગુજરાત સમાચાર (1315, 34, 1463, 59)
article-body: રાઠોડ હુસેનભાઈ ઈબ્રાહિમભાઈ (ઉ.વ.૭૫) તા.૩૧મી શનિવારે ઈન્તેકાલ થયેલ છે. ઝિયારત તા.૨-૨ સોમવારે સવારે ૯-૩૦ કલાકે તેમના નિવાસસ્થાન, સિપાઈવાડ, વરતેજ ખાતે રાખેલ છે. (933, 393, 1148, 446)
applicant-sign-label: અરજદાર સહી:- (485, 1931, 542, 1942)
section-header (933, 452, 1148, 481)
article-body: ઠેઠીયા, વિરૂભાઈ વાલજીભાઈ ઠેઠીયા તથા કેસુરભાઈ ઠેઠીયાના માતુશ્રી મણીબેન (ઉ.વ.૯૦) તા.૩૧મી શનિવારે અવસાન પામેલ છે. બેસણું તા.૨-૨ સોમવારે સાંજે ૪ થી ૬ તેમના નિવાસસ્થાને રાખેલ છે. (933, 73, 1148, 126)
printer-credit-text: VIVEK 9964 300 460 (1608, 1675, 1617, 1752)
news-column-6 (1161, 72, 1384, 1405)
classified-ad-phone: મો.૯૪૨૬૭૧૧૫૮૬, ૯૪૨૭૫૦૩૮૭૫ (144, 1496, 215, 1518)
article (933, 488, 1148, 559)
article-heading: દેસાઈ સઈ સુથાર (1000, 300, 1080, 313)
article (704, 77, 919, 148)
article-body: બુઢણા નિવાસી સ્વ. દેવાયતભાઈ કરમણભાઈ ડાંગરના પુત્ર ભીમાભાઈ (ઉ.વ.૬૦) તા.૩૦મી શુક્રવારે રામચરણ પામેલ છે. બેસણું તા.૨-૨ સોમવારે સાંજે ૪ થી ૬ તેમના નિવાસસ્થાને રાખેલ છે. (704, 400, 919, 453)
article-heading: રણવીર હનુમાન રામદરબાર (1207, 325, 1331, 338)
article (1390, 186, 1605, 243)
classified-ad (243, 1305, 342, 1390)
article (1390, 374, 1605, 417)
advocate-phone: મો.નં.૯૧૭૩૦૪૫૮૫૪ (164, 1146, 242, 1156)
cyan-dot-icon (971, 2262, 981, 2273)
article-body: તા.૧ ને રવિવારે મહા સુદ પુનમ નિમિત્તે શ્રીજી બાવાના શૃંગાર દર્શન સવારે ૮-૩૦ થી ૧૦-૩૦ તથા રાજભોગ દર્શનનો લાભ મળશે. સાંજે શયન દર્શન બાદ પ્રસાદ વિતરણ થશે. (1161, 125, 1376, 179)
